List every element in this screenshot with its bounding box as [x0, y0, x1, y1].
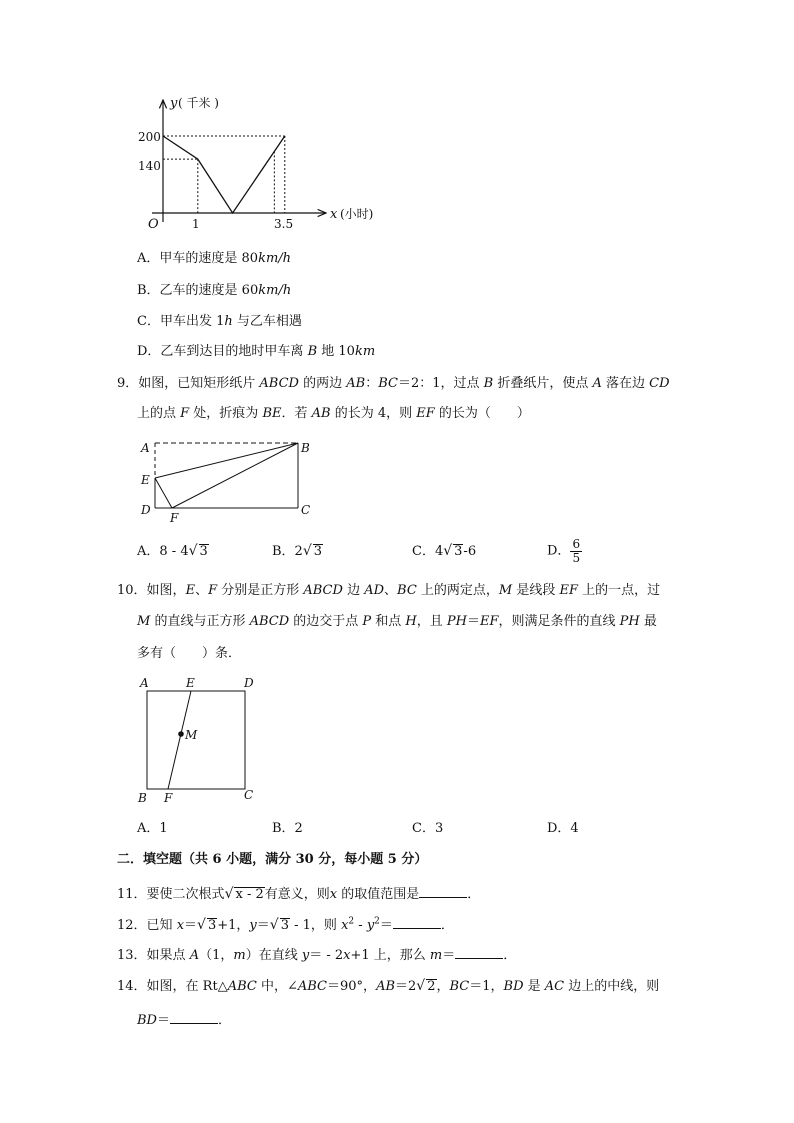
q9-label-f: F — [170, 511, 179, 525]
q9-option-a[interactable]: A．8 - 4√ 3 — [137, 543, 208, 559]
q10-label-e: E — [186, 676, 195, 690]
q8-option-d-text: D．乙车到达目的地时甲车离 — [137, 344, 308, 359]
q10-option-b[interactable]: B．2 — [272, 821, 303, 836]
q9-stem-line1: 9．如图，已知矩形纸片 ABCD 的两边 AB：BC＝2：1，过点 B 折叠纸片，使点 A 落在边 CD — [117, 376, 670, 391]
q9-label-c: C — [301, 503, 311, 517]
q8-option-c-rest: 与乙车相遇 — [232, 314, 302, 329]
q14-stem-line1: 14．如图，在 Rt△ABC 中，∠ABC＝90°，AB＝2√ 2，BC＝1，BD 是 AC 边上的中线，则 — [117, 978, 660, 994]
q12-answer-blank[interactable] — [393, 916, 441, 929]
q8-option-d-rest: 地 10 — [317, 344, 355, 359]
x-tick-3-5: 3.5 — [274, 217, 294, 231]
q10-option-a[interactable]: A．1 — [137, 821, 168, 836]
origin-label: O — [148, 217, 159, 232]
q8-option-b-unit: km/h — [258, 283, 292, 298]
section-title-fill-in: 二．填空题（共 6 小题，满分 30 分，每小题 5 分） — [117, 852, 428, 867]
q8-option-d-point: B — [307, 344, 318, 359]
q9-label-d: D — [141, 503, 151, 517]
x-axis-unit: (小时) — [340, 207, 374, 221]
y-axis-unit: ( 千米 ) — [178, 96, 219, 110]
q10-label-d: D — [244, 676, 254, 690]
q9-option-c[interactable]: C．4√ 3-6 — [412, 543, 477, 559]
q8-option-b-text: B．乙车的速度是 60 — [137, 283, 259, 298]
q8-option-d-unit: km — [354, 344, 376, 359]
q9-option-d[interactable]: D． $\frac{6}{5}$ — [547, 537, 581, 565]
q8-option-c-text: C．甲车出发 1 — [137, 314, 225, 329]
q13-stem: 13．如果点 A（1，m）在直线 y＝ - 2x+1 上，那么 m＝ ． — [117, 948, 517, 963]
q10-stem-line2: M 的直线与正方形 ABCD 的边交于点 P 和点 H，且 PH＝EF，则满足条件的直线 PH 最 — [137, 614, 657, 629]
q13-answer-blank[interactable] — [455, 946, 503, 959]
q10-label-b: B — [138, 791, 147, 805]
q9-label-b: B — [301, 441, 310, 455]
q14-answer-blank[interactable] — [170, 1011, 218, 1024]
q10-option-c[interactable]: C．3 — [412, 821, 444, 836]
q8-option-a-text: A．甲车的速度是 80 — [137, 251, 259, 266]
q8-option-c-unit: h — [224, 314, 233, 329]
q9-option-b[interactable]: B．2√ 3 — [272, 543, 323, 559]
q10-label-m: M — [185, 728, 198, 742]
q11-stem: 11．要使二次根式√ x - 2有意义，则x 的取值范围是 ． — [117, 886, 481, 902]
q14-stem-line2: BD＝ ． — [137, 1013, 232, 1028]
x-axis-label: x — [330, 207, 338, 222]
q10-stem-line3: 多有（ ）条． — [137, 646, 242, 661]
q9-label-a: A — [141, 441, 150, 455]
y-tick-140: 140 — [138, 159, 161, 173]
q10-label-f: F — [164, 791, 173, 805]
y-tick-200: 200 — [138, 130, 161, 144]
q10-stem-line1: 10．如图，E、F 分别是正方形 ABCD 边 AD、BC 上的两定点，M 是线段 EF 上的一点，过 — [117, 583, 661, 598]
q10-option-d[interactable]: D．4 — [547, 821, 579, 836]
q9-label-e: E — [141, 473, 150, 487]
q8-option-a-unit: km/h — [258, 251, 292, 266]
x-tick-1: 1 — [192, 217, 200, 231]
q10-label-c: C — [244, 788, 254, 802]
q10-point-m — [178, 731, 184, 737]
q11-answer-blank[interactable] — [419, 885, 467, 898]
y-axis-label: y — [170, 96, 178, 111]
q10-label-a: A — [140, 676, 149, 690]
q9-stem-line2: 上的点 F 处，折痕为 BE．若 AB 的长为 4，则 EF 的长为（ ） — [137, 406, 530, 421]
q12-stem: 12．已知 x＝√ 3+1，y＝√ 3 - 1，则 $x^2 - y^2=$ ． — [117, 916, 454, 933]
q9-option-d-fraction: $\frac{6}{5}$ — [572, 537, 581, 565]
